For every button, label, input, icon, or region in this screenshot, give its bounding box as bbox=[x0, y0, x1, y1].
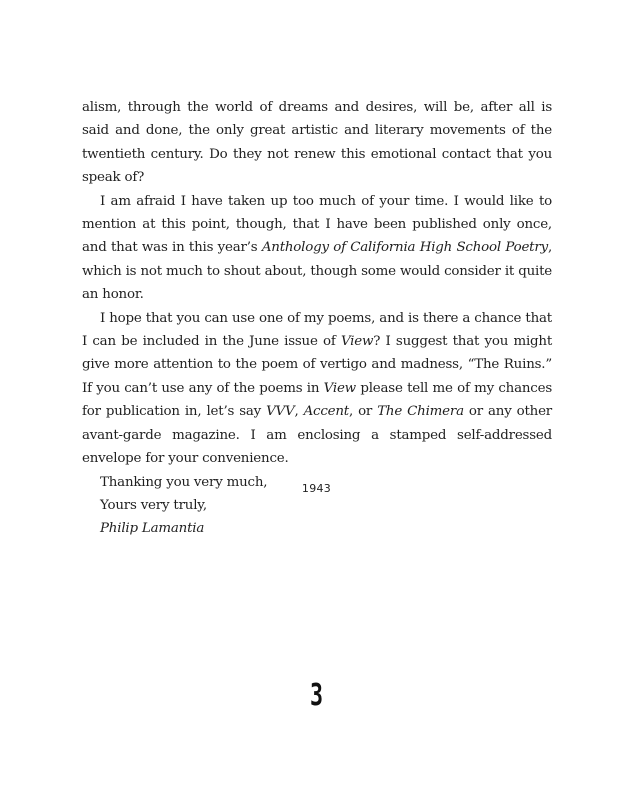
paragraph-2 bbox=[82, 190, 552, 307]
magazine-view-1: View bbox=[340, 334, 374, 350]
signature-name: Philip Lamantia bbox=[100, 521, 205, 537]
letter-body bbox=[82, 96, 552, 541]
magazine-vvv: VVV bbox=[266, 404, 295, 420]
paragraph-3-text-c: please tell me of my chances for publication in, let’s say bbox=[82, 380, 552, 420]
paragraph-2-text-before: I am afraid I have taken up too much of your time. I would like to mention at this point, though, that I have been published only once, and that was in this year’s bbox=[82, 193, 552, 256]
closing-thanks: Thanking you very much, bbox=[100, 474, 268, 490]
paragraph-1-text: alism, through the world of dreams and desires, will be, after all is said and done, the only great artistic and literary movements of the twentieth century. Do they not renew this emotional contact that you speak of? bbox=[82, 100, 552, 186]
paragraph-3-text-a: I hope that you can use one of my poems, and is there a chance that I can be included in the June issue of bbox=[82, 310, 552, 350]
letter-year: 1943 bbox=[301, 482, 332, 495]
magazine-view-2: View bbox=[323, 380, 356, 396]
paragraph-3-text-f: or any other avant-garde magazine. I am enclosing a stamped self-addressed envelope for your convenience. bbox=[82, 404, 553, 467]
magazine-chimera: The Chimera bbox=[377, 404, 464, 420]
paragraph-3 bbox=[82, 307, 552, 471]
paragraph-1 bbox=[82, 96, 552, 190]
magazine-accent: Accent bbox=[303, 404, 349, 420]
closing-regards: Yours very truly, bbox=[100, 497, 207, 513]
signature bbox=[82, 517, 552, 540]
paragraph-3-text-e: , or bbox=[348, 404, 378, 420]
page-number: 3 bbox=[309, 678, 324, 713]
paragraph-3-text-b: ? I suggest that you might give more attention to the poem of vertigo and madness, “The Ruins.” If you can’t use any of the poems in bbox=[82, 334, 553, 396]
paragraph-2-text-after: , which is not much to shout about, though some would consider it quite an honor. bbox=[82, 240, 552, 303]
anthology-title: Anthology of California High School Poetry bbox=[261, 240, 548, 256]
paragraph-3-text-d: , bbox=[294, 404, 304, 420]
